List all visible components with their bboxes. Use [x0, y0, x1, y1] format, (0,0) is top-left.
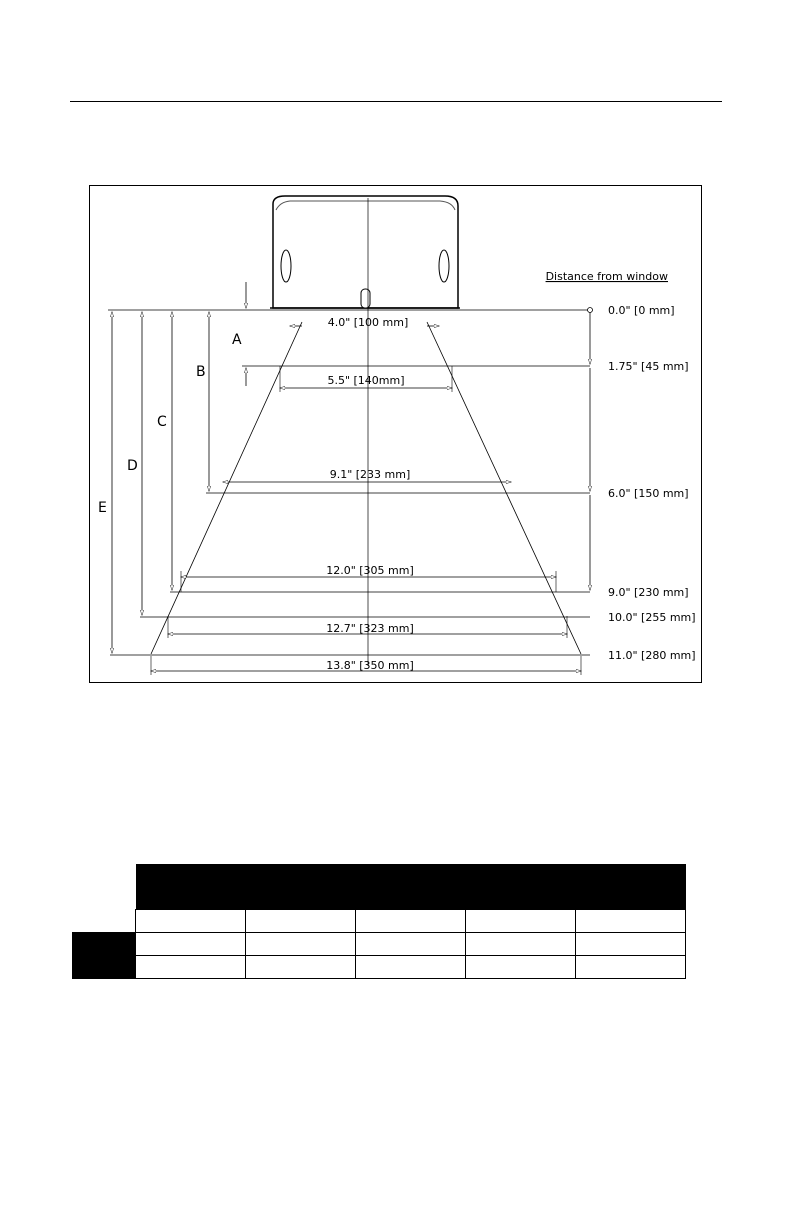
width-label-3: 12.0" [305 mm]: [326, 564, 414, 577]
column-header: [246, 910, 356, 933]
column-header: [576, 910, 686, 933]
width-label-2: 9.1" [233 mm]: [329, 468, 411, 481]
table-cell: [246, 933, 356, 956]
scan-field-outline: [151, 322, 581, 654]
section-label-a: A: [232, 332, 242, 348]
table-corner: [73, 864, 136, 910]
table-cell: [576, 956, 686, 979]
scan-field-diagram: [89, 185, 702, 683]
distance-label-0: 0.0" [0 mm]: [608, 304, 675, 317]
scanner-body: [270, 196, 460, 308]
distance-lines: [108, 310, 590, 655]
column-header: [466, 910, 576, 933]
distance-label-2: 6.0" [150 mm]: [608, 487, 689, 500]
section-label-d: D: [127, 458, 138, 474]
header-rule: [70, 101, 722, 102]
table-cell: [136, 933, 246, 956]
column-header: [136, 910, 246, 933]
distance-label-1: 1.75" [45 mm]: [608, 360, 689, 373]
table-row: [73, 956, 686, 979]
table-row: [73, 933, 686, 956]
distance-label-4: 10.0" [255 mm]: [608, 611, 696, 624]
section-label-b: B: [196, 364, 206, 380]
spec-table: [72, 864, 686, 979]
row-header: [73, 956, 136, 979]
table-cell: [576, 933, 686, 956]
table-header-bar: [136, 864, 686, 910]
column-header: [356, 910, 466, 933]
diagram-title: Distance from window: [545, 270, 668, 283]
table-column-row: [73, 910, 686, 933]
table-cell: [356, 933, 466, 956]
section-label-c: C: [157, 414, 167, 430]
table-cell: [466, 956, 576, 979]
table-cell: [246, 956, 356, 979]
scan-field-svg: [90, 186, 701, 682]
width-label-4: 12.7" [323 mm]: [326, 622, 414, 635]
section-label-e: E: [98, 500, 107, 516]
distance-label-3: 9.0" [230 mm]: [608, 586, 689, 599]
width-label-1: 5.5" [140mm]: [327, 374, 405, 387]
distance-axis: [588, 308, 593, 591]
distance-label-5: 11.0" [280 mm]: [608, 649, 696, 662]
width-label-5: 13.8" [350 mm]: [326, 659, 414, 672]
table-cell: [466, 933, 576, 956]
table-cell: [356, 956, 466, 979]
row-header: [73, 933, 136, 956]
width-label-0: 4.0" [100 mm]: [327, 316, 409, 329]
table-cell: [136, 956, 246, 979]
